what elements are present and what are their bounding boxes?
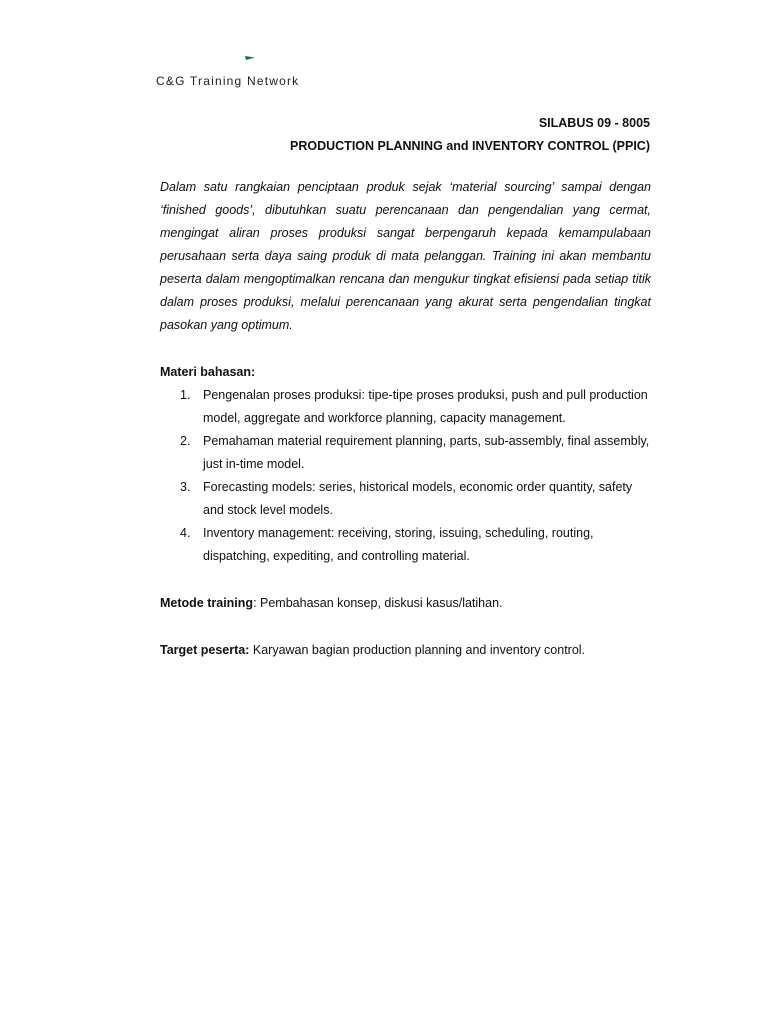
- target-value: Karyawan bagian production planning and inventory control.: [249, 643, 586, 657]
- cg-crescent-logo-icon: [214, 36, 256, 70]
- list-item: [160, 384, 651, 430]
- org-name: C&G Training Network: [156, 74, 300, 88]
- list-item: [160, 522, 651, 568]
- target-label: Target peserta:: [160, 643, 250, 657]
- list-item-text: Forecasting models: series, historical models, economic order quantity, safety and stock level models.: [203, 480, 633, 517]
- intro-paragraph: Dalam satu rangkaian penciptaan produk sejak ‘material sourcing’ sampai dengan ‘finished goods’, dibutuhkan suatu perencanaan dan pengendalian yang cermat, mengingat aliran proses produksi sangat berpengaruh kepada kemampulabaan perusahaan serta daya saing produk di mata pelanggan. Training ini akan membantu peserta dalam mengoptimalkan rencana dan mengukur tingkat efisiensi pada setiap titik dalam proses produksi, melalui perencanaan yang akurat serta pengendalian tingkat pasokan yang optimum.: [160, 180, 651, 332]
- list-item-number: 3.: [180, 480, 191, 494]
- list-item-number: 2.: [180, 434, 191, 448]
- list-item-number: 1.: [180, 388, 191, 402]
- list-item: [160, 430, 651, 476]
- list-item-text: Pengenalan proses produksi: tipe-tipe proses produksi, push and pull production model, aggregate and workforce planning, capacity management.: [203, 388, 648, 425]
- document-title: PRODUCTION PLANNING and INVENTORY CONTROL (PPIC): [290, 139, 650, 153]
- target-line: [160, 639, 651, 662]
- metode-value: : Pembahasan konsep, diskusi kasus/latihan.: [253, 596, 503, 610]
- materi-heading: Materi bahasan:: [160, 365, 256, 379]
- materi-list: [160, 384, 651, 568]
- document-body: [160, 176, 651, 662]
- list-item-text: Inventory management: receiving, storing, issuing, scheduling, routing, dispatching, expediting, and controlling material.: [203, 526, 594, 563]
- list-item: [160, 476, 651, 522]
- metode-label: Metode training: [160, 596, 254, 610]
- document-header: [290, 112, 650, 158]
- metode-line: [160, 592, 651, 615]
- list-item-number: 4.: [180, 526, 191, 540]
- list-item-text: Pemahaman material requirement planning, parts, sub-assembly, final assembly, just in-time model.: [203, 434, 650, 471]
- syllabus-code: SILABUS 09 - 8005: [538, 116, 650, 130]
